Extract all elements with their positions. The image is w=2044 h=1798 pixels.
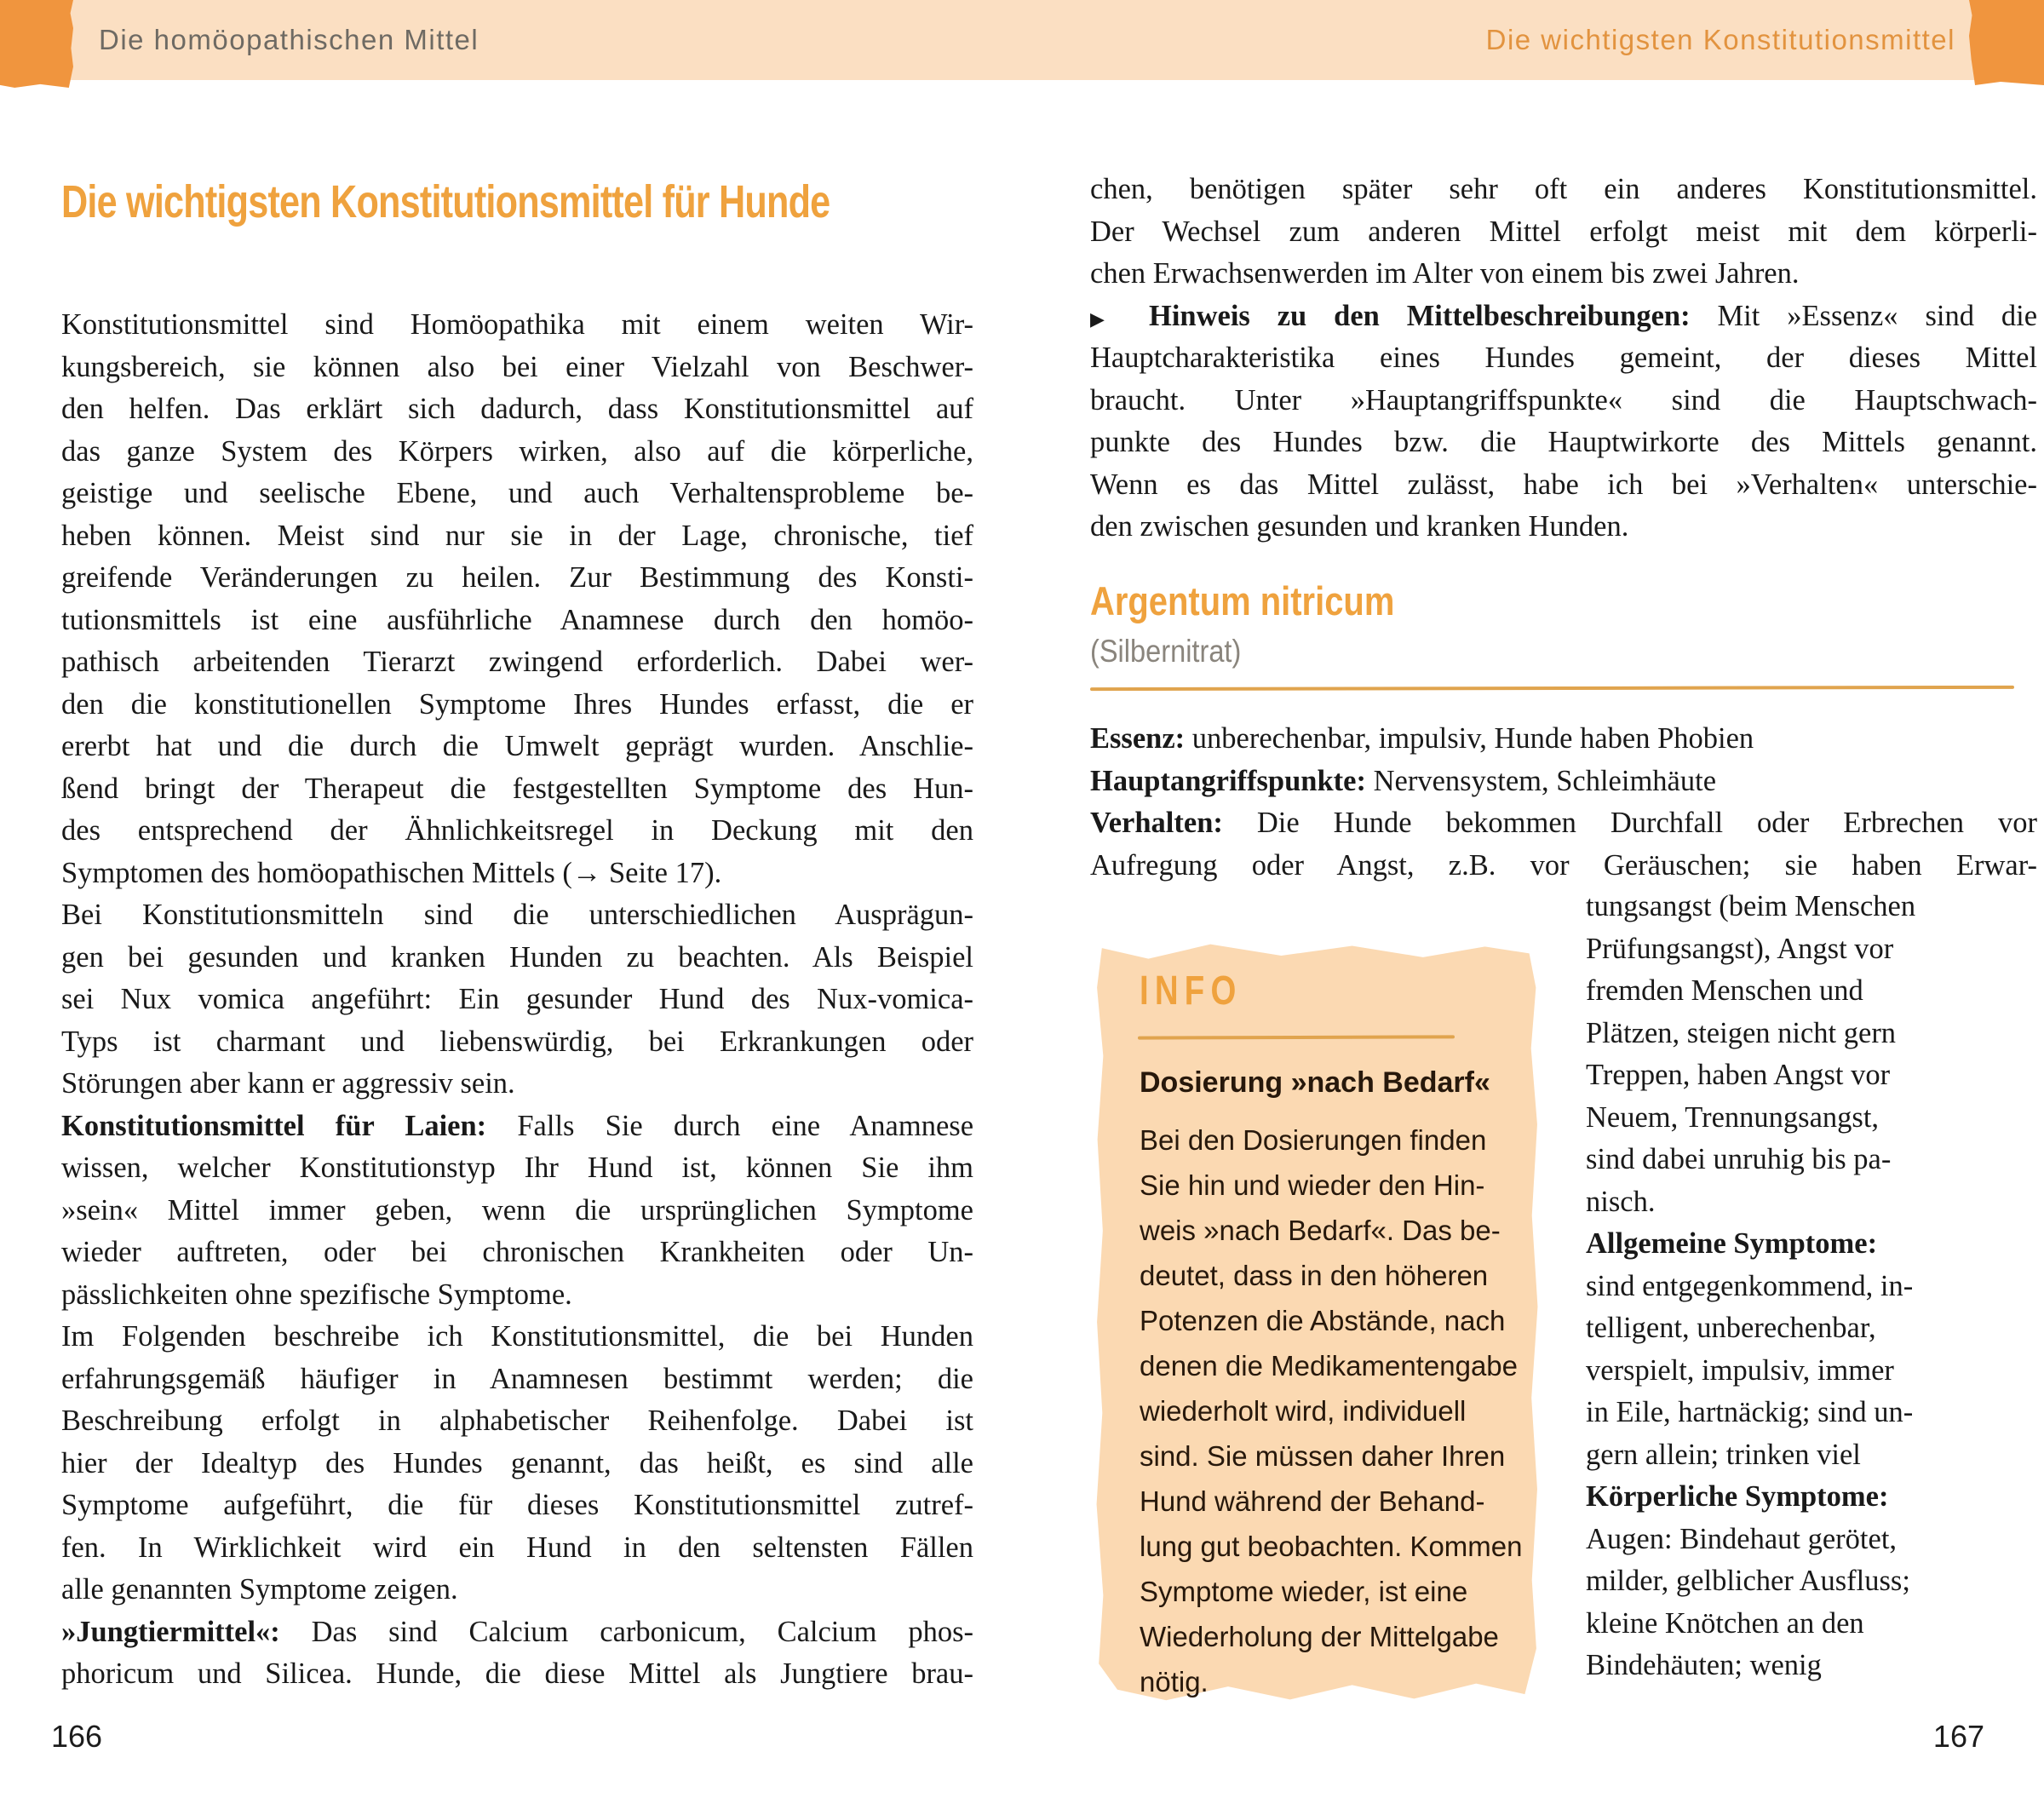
text-line: den helfen. Das erklärt sich dadurch, dass Konstitutionsmittel auf [61,393,973,425]
info-box-heading: Dosierung »nach Bedarf« [1140,1066,1490,1099]
text-line: tungsangst (beim Menschen [1586,890,1916,922]
text-line: sind entgegenkommend, in- [1586,1269,1914,1302]
text-line: Prüfungsangst), Angst vor [1586,932,1894,965]
text-line: braucht. Unter »Hauptangriffspunkte« sind die Hauptschwach- [1090,383,2037,416]
text-line: deutet, dass in den höheren [1140,1260,1489,1291]
text-line: »Jungtiermittel«: Das sind Calcium carbonicum, Calcium phos- [61,1615,973,1648]
text-line: fen. In Wirklichkeit wird ein Hund in den seltensten Fällen [61,1531,973,1564]
text-line: Sie hin und wieder den Hin- [1140,1169,1485,1201]
running-head-left: Die homöopathischen Mittel [99,24,479,55]
text-line: Verhalten: Die Hunde bekommen Durchfall oder Erbrechen vor [1090,807,2037,839]
remedy-attributes [1090,718,2037,887]
text-line: das ganze System des Körpers wirken, also auf die körperliche, [61,434,973,468]
text-line: tutionsmittels ist eine ausführliche Anamnese durch den homöo- [61,603,973,636]
remedy-divider-rule [1090,686,2014,691]
page-number-left: 166 [51,1719,103,1754]
text-line: lung gut beobachten. Kommen [1140,1531,1523,1562]
text-line: punkte des Hundes bzw. die Hauptwirkorte des Mittels genannt. [1090,426,2037,458]
remedy-subtitle: (Silbernitrat) [1090,634,1242,669]
text-line: denen die Medikamentengabe [1140,1350,1519,1382]
text-line: geistige und seelische Ebene, und auch Verhaltensprobleme be- [61,477,973,509]
text-line: Allgemeine Symptome: [1586,1227,1878,1260]
text-line: Im Folgenden beschreibe ich Konstitutionsmittel, die bei Hunden [61,1320,973,1353]
text-line: sei Nux vomica angeführt: Ein gesunder Hund des Nux-vomica- [61,983,973,1015]
text-line: Konstitutionsmittel sind Homöopathika mit einem weiten Wir- [61,308,973,341]
text-line: Neuem, Trennungsangst, [1586,1100,1880,1134]
text-line: pathisch arbeitenden Tierarzt zwingend erforderlich. Dabei wer- [61,646,973,678]
text-line: hier der Idealtyp des Hundes genannt, das heißt, es sind alle [61,1446,973,1479]
page-title: Die wichtigsten Konstitutionsmittel für Hunde [61,176,830,227]
text-line: erfahrungsgemäß häufiger in Anamnesen bestimmt werden; die [61,1362,973,1395]
text-line: den die konstitutionellen Symptome Ihres Hundes erfasst, die er [61,687,973,721]
text-line: chen Erwachsenwerden im Alter von einem bis zwei Jahren. [1090,257,1800,290]
text-line: Typs ist charmant und liebenswürdig, bei Erkrankungen oder [61,1025,973,1058]
text-line: Der Wechsel zum anderen Mittel erfolgt meist mit dem körperli- [1090,215,2037,248]
text-line: greifende Veränderungen zu heilen. Zur Bestimmung des Konsti- [61,561,973,594]
text-line: Bei Konstitutionsmitteln sind die unterschiedlichen Ausprägun- [61,899,973,931]
text-line: nötig. [1140,1666,1209,1697]
text-line: »sein« Mittel immer geben, wenn die ursprünglichen Symptome [61,1193,973,1226]
text-line: milder, gelblicher Ausfluss; [1586,1565,1910,1597]
text-line: nisch. [1586,1185,1656,1218]
text-line: gern allein; trinken viel [1586,1438,1861,1471]
text-line: kungsbereich, sie können also bei einer Vielzahl von Beschwer- [61,350,973,383]
text-line: ererbt hat und die durch die Umwelt geprägt wurden. Anschlie- [61,730,973,762]
text-line: wissen, welcher Konstitutionstyp Ihr Hund ist, können Sie ihm [61,1152,973,1184]
text-line: Störungen aber kann er aggressiv sein. [61,1067,515,1100]
text-line: phoricum und Silicea. Hunde, die diese Mittel als Jungtiere brau- [61,1657,973,1690]
text-line: fremden Menschen und [1586,974,1863,1007]
text-line: telligent, unberechenbar, [1586,1312,1876,1344]
text-line: den zwischen gesunden und kranken Hunden. [1090,510,1629,543]
right-page-intro [1090,169,2037,549]
text-line: Augen: Bindehaut gerötet, [1586,1522,1898,1555]
text-line: Symptome wieder, ist eine [1140,1576,1468,1607]
running-head-right: Die wichtigsten Konstitutionsmittel [1485,24,1955,55]
text-line: weis »nach Bedarf«. Das be- [1140,1215,1501,1246]
text-line: Essenz: unberechenbar, impulsiv, Hunde haben Phobien [1090,722,1754,755]
header-accent-block-right [1969,0,2044,85]
info-box-label: INFO [1140,968,1243,1014]
text-line: ▶ Hinweis zu den Mittelbeschreibungen: Mit »Essenz« sind die [1090,299,2038,332]
text-line: sind. Sie müssen daher Ihren [1140,1440,1506,1472]
text-line: heben können. Meist sind nur sie in der Lage, chronische, tief [61,519,973,552]
page-number-right: 167 [1932,1719,1984,1754]
text-line: Hund während der Behand- [1140,1485,1485,1517]
left-page-body [61,304,973,1696]
text-line: verspielt, impulsiv, immer [1586,1353,1894,1387]
text-line: alle genannten Symptome zeigen. [61,1573,458,1606]
remedy-wrap-text [1586,886,2012,1687]
text-line: Wenn es das Mittel zulässt, habe ich bei »Verhalten« unterschie- [1090,468,2037,501]
text-line: in Eile, hartnäckig; sind un- [1586,1396,1914,1428]
text-line: Aufregung oder Angst, z.B. vor Geräuschen; sie haben Erwar- [1090,848,2037,882]
text-line: Symptome aufgeführt, die für dieses Konstitutionsmittel zutref- [61,1489,973,1521]
text-line: Symptomen des homöopathischen Mittels (→ Seite 17). [61,856,722,889]
text-line: ßend bringt der Therapeut die festgestellten Symptome des Hun- [61,772,973,805]
text-line: wiederholt wird, individuell [1140,1395,1467,1427]
text-line: Treppen, haben Angst vor [1586,1059,1891,1091]
remedy-heading: Argentum nitricum [1090,578,1395,623]
text-line: Konstitutionsmittel für Laien: Falls Sie durch eine Anamnese [61,1109,974,1142]
text-line: Beschreibung erfolgt in alphabetischer Reihenfolge. Dabei ist [61,1405,973,1437]
text-line: Wiederholung der Mittelgabe [1140,1621,1499,1652]
text-line: gen bei gesunden und kranken Hunden zu beachten. Als Beispiel [61,940,973,974]
text-line: Bei den Dosierungen finden [1140,1124,1487,1156]
header-accent-block-left [0,0,73,88]
text-line: des entsprechend der Ähnlichkeitsregel in Deckung mit den [61,814,973,847]
text-line: kleine Knötchen an den [1586,1606,1864,1640]
text-line: Hauptangriffspunkte: Nervensystem, Schleimhäute [1090,764,1717,797]
text-line: pässlichkeiten ohne spezifische Symptome. [61,1278,572,1311]
text-line: Plätzen, steigen nicht gern [1586,1016,1897,1049]
text-line: Körperliche Symptome: [1586,1480,1889,1513]
text-line: Hauptcharakteristika eines Hundes gemeint, der dieses Mittel [1090,342,2037,374]
text-line: wieder auftreten, oder bei chronischen Krankheiten oder Un- [61,1236,973,1268]
text-line: sind dabei unruhig bis pa- [1586,1143,1892,1175]
info-box-body [1140,1117,1524,1704]
text-line: chen, benötigen später sehr oft ein anderes Konstitutionsmittel. [1090,173,2037,205]
text-line: Potenzen die Abstände, nach [1140,1305,1506,1336]
text-line: Bindehäuten; wenig [1586,1649,1822,1681]
